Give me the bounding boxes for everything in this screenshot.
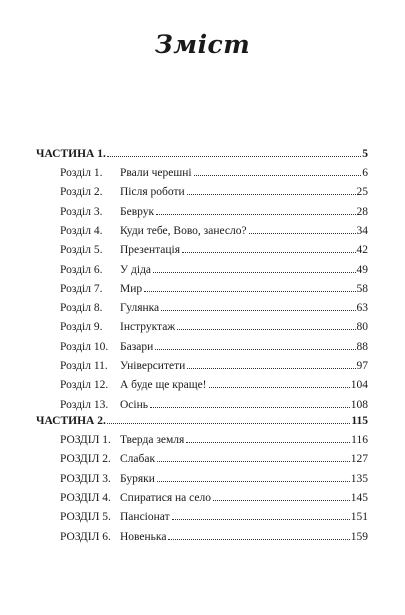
chapter-title: Гулянка bbox=[120, 302, 160, 315]
chapter-number: Розділ 7. bbox=[60, 282, 103, 295]
dot-leader bbox=[168, 528, 349, 540]
dot-leader bbox=[209, 376, 350, 388]
dot-leader bbox=[249, 222, 356, 234]
toc-entry bbox=[60, 261, 368, 277]
dot-leader bbox=[186, 431, 350, 443]
toc-entry bbox=[60, 396, 368, 412]
part-heading bbox=[36, 412, 368, 428]
chapter-title: Рвали черешні bbox=[120, 167, 192, 179]
toc-entry bbox=[60, 357, 368, 373]
page-number: 151 bbox=[350, 511, 368, 524]
chapter-title: Беврук bbox=[120, 205, 155, 218]
chapter-number: Розділ 5. bbox=[60, 244, 103, 257]
toc-entry bbox=[60, 318, 368, 334]
toc-entry bbox=[60, 241, 368, 257]
page-number: 80 bbox=[356, 321, 368, 334]
page-number: 108 bbox=[350, 398, 368, 411]
dot-leader bbox=[144, 280, 355, 292]
dot-leader bbox=[182, 241, 355, 253]
dot-leader bbox=[156, 203, 355, 215]
chapter-number: Розділ 11. bbox=[60, 360, 108, 372]
dot-leader bbox=[107, 145, 361, 157]
chapter-number: РОЗДІЛ 4. bbox=[60, 491, 111, 504]
toc-entry bbox=[60, 164, 368, 180]
toc-entry bbox=[60, 280, 368, 296]
chapter-number: Розділ 1. bbox=[60, 167, 103, 179]
page-number: 145 bbox=[350, 491, 368, 504]
chapter-title: Спиратися на село bbox=[120, 491, 211, 504]
toc-entry bbox=[60, 299, 368, 315]
chapter-title: Осінь bbox=[120, 398, 149, 411]
page-number: 34 bbox=[356, 224, 368, 237]
dot-leader bbox=[177, 318, 355, 330]
toc-entry bbox=[60, 450, 368, 466]
chapter-number: РОЗДІЛ 5. bbox=[60, 511, 111, 524]
chapter-title: Інструктаж bbox=[120, 321, 176, 334]
chapter-title: Мир bbox=[120, 282, 143, 295]
chapter-number: РОЗДІЛ 1. bbox=[60, 434, 111, 446]
chapter-number: Розділ 13. bbox=[60, 398, 109, 411]
toc-entry bbox=[60, 528, 368, 544]
chapter-number: Розділ 2. bbox=[60, 186, 103, 199]
chapter-number: Розділ 9. bbox=[60, 321, 103, 334]
dot-leader bbox=[155, 338, 355, 350]
toc-entry bbox=[60, 338, 368, 354]
page-number: 115 bbox=[351, 415, 368, 427]
toc-entry bbox=[60, 470, 368, 486]
page-number: 104 bbox=[350, 379, 368, 392]
page-number: 58 bbox=[356, 282, 368, 295]
chapter-title: А буде ще краще! bbox=[120, 379, 207, 392]
page-number: 127 bbox=[350, 453, 368, 466]
toc-entry bbox=[60, 376, 368, 392]
chapter-number: Розділ 6. bbox=[60, 263, 103, 276]
chapter-number: РОЗДІЛ 2. bbox=[60, 453, 111, 466]
chapter-number: РОЗДІЛ 3. bbox=[60, 472, 111, 485]
chapter-number: Розділ 10. bbox=[60, 340, 109, 353]
page-number: 159 bbox=[350, 530, 368, 543]
chapter-number: Розділ 12. bbox=[60, 379, 109, 392]
part-heading bbox=[36, 145, 368, 161]
page-number: 97 bbox=[356, 360, 368, 372]
dot-leader bbox=[153, 261, 355, 273]
toc-entry bbox=[60, 431, 368, 447]
chapter-title: Пансіонат bbox=[120, 511, 170, 524]
dot-leader bbox=[194, 164, 362, 176]
chapter-number: Розділ 8. bbox=[60, 302, 103, 315]
page-number: 25 bbox=[356, 186, 368, 199]
page-number: 63 bbox=[356, 302, 368, 315]
page-number: 28 bbox=[356, 205, 368, 218]
dot-leader bbox=[187, 357, 355, 369]
dot-leader bbox=[157, 450, 350, 462]
toc-entry bbox=[60, 222, 368, 238]
chapter-title: Буряки bbox=[120, 472, 155, 485]
toc-entry bbox=[60, 183, 368, 199]
chapter-number: РОЗДІЛ 6. bbox=[60, 530, 111, 543]
chapter-number: Розділ 4. bbox=[60, 224, 103, 237]
dot-leader bbox=[187, 183, 356, 195]
toc-entry bbox=[60, 489, 368, 505]
part-label: ЧАСТИНА 1. bbox=[36, 148, 106, 160]
dot-leader bbox=[161, 299, 355, 311]
page-number: 135 bbox=[350, 472, 368, 485]
page-number: 6 bbox=[362, 167, 368, 179]
chapter-title: Тверда земля bbox=[120, 434, 185, 446]
dot-leader bbox=[157, 470, 350, 482]
part-label: ЧАСТИНА 2. bbox=[36, 415, 106, 427]
dot-leader bbox=[213, 489, 350, 501]
dot-leader bbox=[172, 508, 350, 520]
chapter-title: Після роботи bbox=[120, 186, 185, 199]
chapter-title: У діда bbox=[120, 263, 152, 276]
chapter-title: Новенька bbox=[120, 530, 167, 543]
page-number: 116 bbox=[351, 434, 368, 446]
chapter-title: Базари bbox=[120, 340, 154, 353]
chapter-title: Куди тебе, Вово, занесло? bbox=[120, 224, 247, 237]
toc-entry bbox=[60, 508, 368, 524]
dot-leader bbox=[107, 412, 351, 424]
page-number: 5 bbox=[362, 148, 368, 160]
chapter-number: Розділ 3. bbox=[60, 205, 103, 218]
toc-entry bbox=[60, 203, 368, 219]
page-number: 42 bbox=[356, 244, 368, 257]
page-number: 88 bbox=[356, 340, 368, 353]
chapter-title: Університети bbox=[120, 360, 186, 372]
chapter-title: Презентація bbox=[120, 244, 181, 257]
chapter-title: Слабак bbox=[120, 453, 156, 466]
page-title: Зміст bbox=[154, 30, 251, 59]
page-number: 49 bbox=[356, 263, 368, 276]
dot-leader bbox=[150, 396, 350, 408]
